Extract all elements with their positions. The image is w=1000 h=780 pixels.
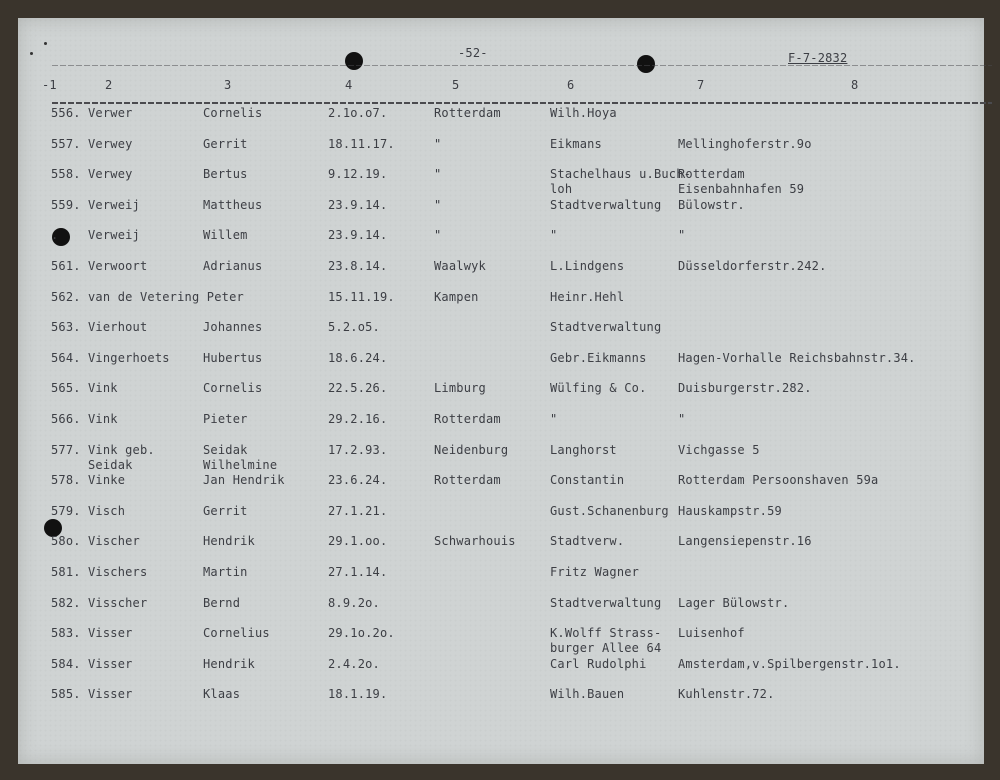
birth-date: 18.11.17. bbox=[328, 136, 395, 151]
table-row bbox=[18, 259, 984, 289]
employer: " bbox=[550, 228, 558, 243]
given-name: Klaas bbox=[203, 687, 241, 702]
given-name: Seidak Wilhelmine bbox=[203, 442, 278, 472]
table-row bbox=[18, 106, 984, 136]
table-row bbox=[18, 626, 984, 656]
record-number: 578. bbox=[51, 473, 81, 488]
record-number: 582. bbox=[51, 595, 81, 610]
birth-date: 27.1.14. bbox=[328, 565, 388, 579]
given-name: Cornelis bbox=[203, 381, 263, 396]
employer: Fritz Wagner bbox=[550, 565, 640, 579]
employer: Gebr.Eikmanns bbox=[550, 350, 647, 365]
employer: Stachelhaus u.Buch- loh bbox=[550, 167, 692, 197]
birth-date: 22.5.26. bbox=[328, 381, 388, 396]
employer: Stadtverwaltung bbox=[550, 320, 662, 335]
surname: Vischer bbox=[88, 534, 140, 549]
given-name: Bertus bbox=[203, 167, 248, 182]
given-name: Jan Hendrik bbox=[203, 473, 285, 488]
given-name: Johannes bbox=[203, 320, 263, 335]
employer: Eikmans bbox=[550, 136, 602, 151]
given-name: Pieter bbox=[203, 412, 248, 426]
address: Rotterdam Persoonshaven 59a bbox=[678, 473, 879, 488]
record-number: 564. bbox=[51, 350, 81, 365]
birth-date: 15.11.19. bbox=[328, 289, 395, 304]
birthplace: Rotterdam bbox=[434, 473, 501, 488]
file-reference: F-7-2832 bbox=[788, 51, 848, 65]
employer: Wilh.Hoya bbox=[550, 106, 617, 120]
employer: Gust.Schanenburg bbox=[550, 503, 669, 518]
birth-date: 29.2.16. bbox=[328, 412, 388, 426]
given-name: Hendrik bbox=[203, 534, 255, 549]
given-name: Hendrik bbox=[203, 656, 255, 671]
table-row bbox=[18, 167, 984, 197]
birth-date: 5.2.o5. bbox=[328, 320, 380, 335]
table-row bbox=[18, 137, 984, 167]
address: Rotterdam Eisenbahnhafen 59 bbox=[678, 167, 805, 197]
table-row bbox=[18, 473, 984, 503]
birthplace: " bbox=[434, 167, 442, 182]
birth-date: 29.1o.2o. bbox=[328, 626, 395, 641]
birth-date: 29.1.oo. bbox=[328, 534, 388, 549]
table-row bbox=[18, 320, 984, 350]
record-number: 577. bbox=[51, 442, 81, 457]
record-number: 559. bbox=[51, 197, 81, 212]
surname: Verweij bbox=[88, 228, 140, 243]
document-page bbox=[18, 18, 984, 764]
table-row bbox=[18, 381, 984, 411]
column-header: 4 bbox=[345, 78, 353, 92]
surname: Vink bbox=[88, 381, 118, 396]
record-number: 557. bbox=[51, 136, 81, 151]
address: Langensiepenstr.16 bbox=[678, 534, 812, 549]
table-row bbox=[18, 596, 984, 626]
surname: Visch bbox=[88, 503, 126, 518]
surname: Vingerhoets bbox=[88, 350, 170, 365]
record-number: 581. bbox=[51, 565, 81, 579]
employer: L.Lindgens bbox=[550, 259, 625, 273]
given-name: Willem bbox=[203, 228, 248, 243]
surname: Vink geb. Seidak bbox=[88, 442, 155, 472]
birth-date: 23.6.24. bbox=[328, 473, 388, 488]
address: Lager Bülowstr. bbox=[678, 595, 790, 610]
address: Hagen-Vorhalle Reichsbahnstr.34. bbox=[678, 350, 916, 365]
table-row bbox=[18, 443, 984, 473]
given-name: Adrianus bbox=[203, 259, 263, 273]
birth-date: 2.1o.o7. bbox=[328, 106, 388, 120]
address: " bbox=[678, 228, 686, 243]
record-number: 566. bbox=[51, 412, 81, 426]
surname: Verweij bbox=[88, 197, 140, 212]
surname: Verwey bbox=[88, 167, 133, 182]
record-number: 561. bbox=[51, 259, 81, 273]
record-number: 562. bbox=[51, 289, 81, 304]
employer: Heinr.Hehl bbox=[550, 289, 625, 304]
birth-date: 23.9.14. bbox=[328, 197, 388, 212]
birthplace: Neidenburg bbox=[434, 442, 509, 457]
table-row bbox=[18, 290, 984, 320]
surname: Verwey bbox=[88, 136, 133, 151]
record-number: 579. bbox=[51, 503, 81, 518]
surname: van de Vetering Peter bbox=[88, 289, 244, 304]
record-number: 58o. bbox=[51, 534, 81, 549]
surname: Vinke bbox=[88, 473, 126, 488]
birthplace: Schwarhouis bbox=[434, 534, 516, 549]
birth-date: 17.2.93. bbox=[328, 442, 388, 457]
birth-date: 2.4.2o. bbox=[328, 656, 380, 671]
column-header: 3 bbox=[224, 78, 232, 92]
address: Vichgasse 5 bbox=[678, 442, 760, 457]
birthplace: Limburg bbox=[434, 381, 486, 396]
employer: Constantin bbox=[550, 473, 625, 488]
address: Duisburgerstr.282. bbox=[678, 381, 812, 396]
employer: Wülfing & Co. bbox=[550, 381, 647, 396]
birth-date: 18.6.24. bbox=[328, 350, 388, 365]
surname: Vierhout bbox=[88, 320, 148, 335]
column-header: 8 bbox=[851, 78, 859, 92]
table-row bbox=[18, 504, 984, 534]
column-header: 6 bbox=[567, 78, 575, 92]
record-number: 585. bbox=[51, 687, 81, 702]
column-header: -1 bbox=[42, 78, 57, 92]
record-number: 584. bbox=[51, 656, 81, 671]
address: " bbox=[678, 412, 686, 426]
birth-date: 23.8.14. bbox=[328, 259, 388, 273]
punch-hole bbox=[345, 52, 363, 70]
employer: Stadtverwaltung bbox=[550, 197, 662, 212]
table-row bbox=[18, 412, 984, 442]
birth-date: 8.9.2o. bbox=[328, 595, 380, 610]
birthplace: Rotterdam bbox=[434, 106, 501, 120]
birth-date: 27.1.21. bbox=[328, 503, 388, 518]
surname: Visscher bbox=[88, 595, 148, 610]
record-number: 583. bbox=[51, 626, 81, 641]
record-number: 565. bbox=[51, 381, 81, 396]
given-name: Gerrit bbox=[203, 503, 248, 518]
given-name: Hubertus bbox=[203, 350, 263, 365]
given-name: Mattheus bbox=[203, 197, 263, 212]
given-name: Bernd bbox=[203, 595, 241, 610]
given-name: Gerrit bbox=[203, 136, 248, 151]
birth-date: 9.12.19. bbox=[328, 167, 388, 182]
employer: Stadtverw. bbox=[550, 534, 625, 549]
column-header: 2 bbox=[105, 78, 113, 92]
employer: Wilh.Bauen bbox=[550, 687, 625, 702]
punch-hole bbox=[637, 55, 655, 73]
employer: " bbox=[550, 412, 558, 426]
birthplace: Kampen bbox=[434, 289, 479, 304]
employer: Stadtverwaltung bbox=[550, 595, 662, 610]
surname: Vischers bbox=[88, 565, 148, 579]
table-row bbox=[18, 228, 984, 258]
birthplace: Waalwyk bbox=[434, 259, 486, 273]
record-number: . bbox=[51, 228, 59, 243]
birthplace: " bbox=[434, 136, 442, 151]
table-row bbox=[18, 351, 984, 381]
address: Düsseldorferstr.242. bbox=[678, 259, 827, 273]
employer: K.Wolff Strass- burger Allee 64 bbox=[550, 626, 662, 656]
column-header: 5 bbox=[452, 78, 460, 92]
given-name: Cornelis bbox=[203, 106, 263, 120]
record-number: 563. bbox=[51, 320, 81, 335]
surname: Visser bbox=[88, 687, 133, 702]
surname: Verwoort bbox=[88, 259, 148, 273]
table-row bbox=[18, 657, 984, 687]
birth-date: 18.1.19. bbox=[328, 687, 388, 702]
surname: Verwer bbox=[88, 106, 133, 120]
address: Hauskampstr.59 bbox=[678, 503, 782, 518]
record-number: 556. bbox=[51, 106, 81, 120]
employer: Carl Rudolphi bbox=[550, 656, 647, 671]
table-row bbox=[18, 687, 984, 717]
address: Amsterdam,v.Spilbergenstr.1o1. bbox=[678, 656, 901, 671]
employer: Langhorst bbox=[550, 442, 617, 457]
address: Mellinghoferstr.9o bbox=[678, 136, 812, 151]
column-header: 7 bbox=[697, 78, 705, 92]
table-row bbox=[18, 198, 984, 228]
surname: Vink bbox=[88, 412, 118, 426]
address: Luisenhof bbox=[678, 626, 745, 641]
surname: Visser bbox=[88, 626, 133, 641]
table-row bbox=[18, 565, 984, 595]
address: Bülowstr. bbox=[678, 197, 745, 212]
surname: Visser bbox=[88, 656, 133, 671]
birthplace: " bbox=[434, 197, 442, 212]
given-name: Cornelius bbox=[203, 626, 270, 641]
address: Kuhlenstr.72. bbox=[678, 687, 775, 702]
record-number: 558. bbox=[51, 167, 81, 182]
birth-date: 23.9.14. bbox=[328, 228, 388, 243]
birthplace: " bbox=[434, 228, 442, 243]
page-number: -52- bbox=[458, 46, 488, 60]
table-row bbox=[18, 534, 984, 564]
birthplace: Rotterdam bbox=[434, 412, 501, 426]
given-name: Martin bbox=[203, 565, 248, 579]
